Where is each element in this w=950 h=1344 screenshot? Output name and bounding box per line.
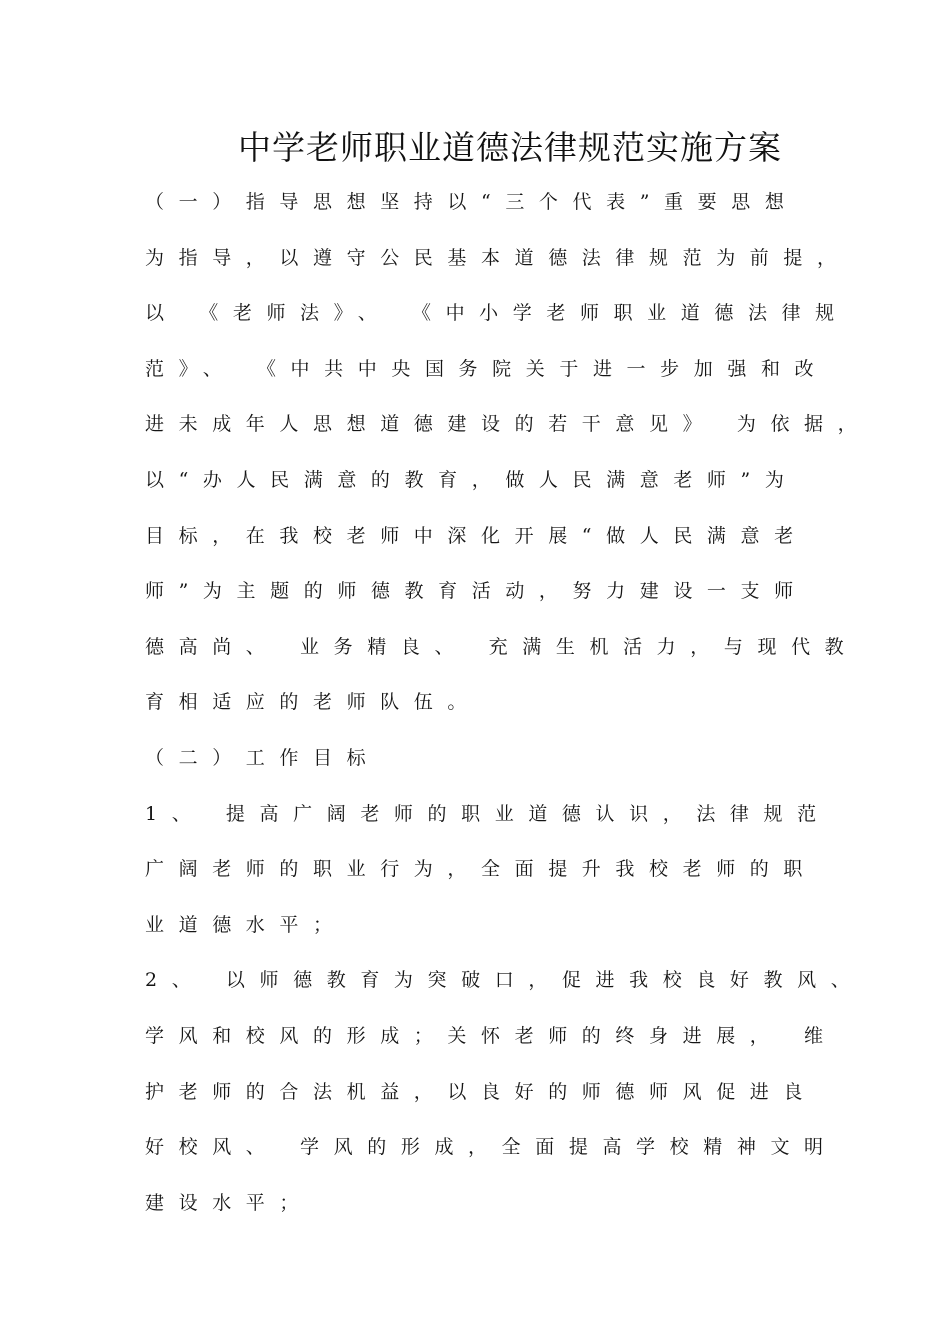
paragraph-line: 业道德水平；: [145, 913, 347, 936]
document-title: 中学老师职业道德法律规范实施方案: [238, 128, 782, 167]
paragraph-line: 以 《老师法》、 《中小学老师职业道德法律规: [145, 302, 849, 325]
paragraph-line: 进未成年人思想道德建设的若干意见》 为依据，: [145, 413, 872, 436]
paragraph-line: 为指导，以遵守公民基本道德法律规范为前提，: [145, 246, 851, 269]
paragraph-line: 育相适应的老师队伍。: [145, 691, 482, 714]
paragraph-line: 1、 提高广阔老师的职业道德认识，法律规范: [145, 802, 831, 825]
paragraph-line: 建设水平；: [145, 1191, 314, 1214]
paragraph-line: 范》、 《中共中央国务院关于进一步加强和改: [145, 357, 829, 380]
paragraph-line: 学风和校风的形成；关怀老师的终身进展， 维: [145, 1024, 838, 1047]
paragraph-line: 师”为主题的师德教育活动，努力建设一支师: [145, 580, 808, 603]
paragraph-line: 广阔老师的职业行为，全面提升我校老师的职: [145, 858, 818, 881]
paragraph-line: 2、 以师德教育为突破口，促进我校良好教风、: [145, 969, 865, 992]
document-body: [145, 175, 872, 1231]
paragraph-line: 目标，在我校老师中深化开展“做人民满意老: [145, 524, 808, 547]
paragraph-line: 护老师的合法机益，以良好的师德师风促进良: [145, 1080, 818, 1103]
paragraph-line: 好校风、 学风的形成，全面提高学校精神文明: [145, 1136, 838, 1159]
paragraph-line: （一）指导思想坚持以“三个代表”重要思想: [145, 191, 799, 213]
section-heading: （二）工作目标: [145, 746, 381, 769]
paragraph-line: 以“办人民满意的教育，做人民满意老师”为: [145, 468, 799, 491]
paragraph-line: 德高尚、 业务精良、 充满生机活力，与现代教: [145, 635, 859, 658]
